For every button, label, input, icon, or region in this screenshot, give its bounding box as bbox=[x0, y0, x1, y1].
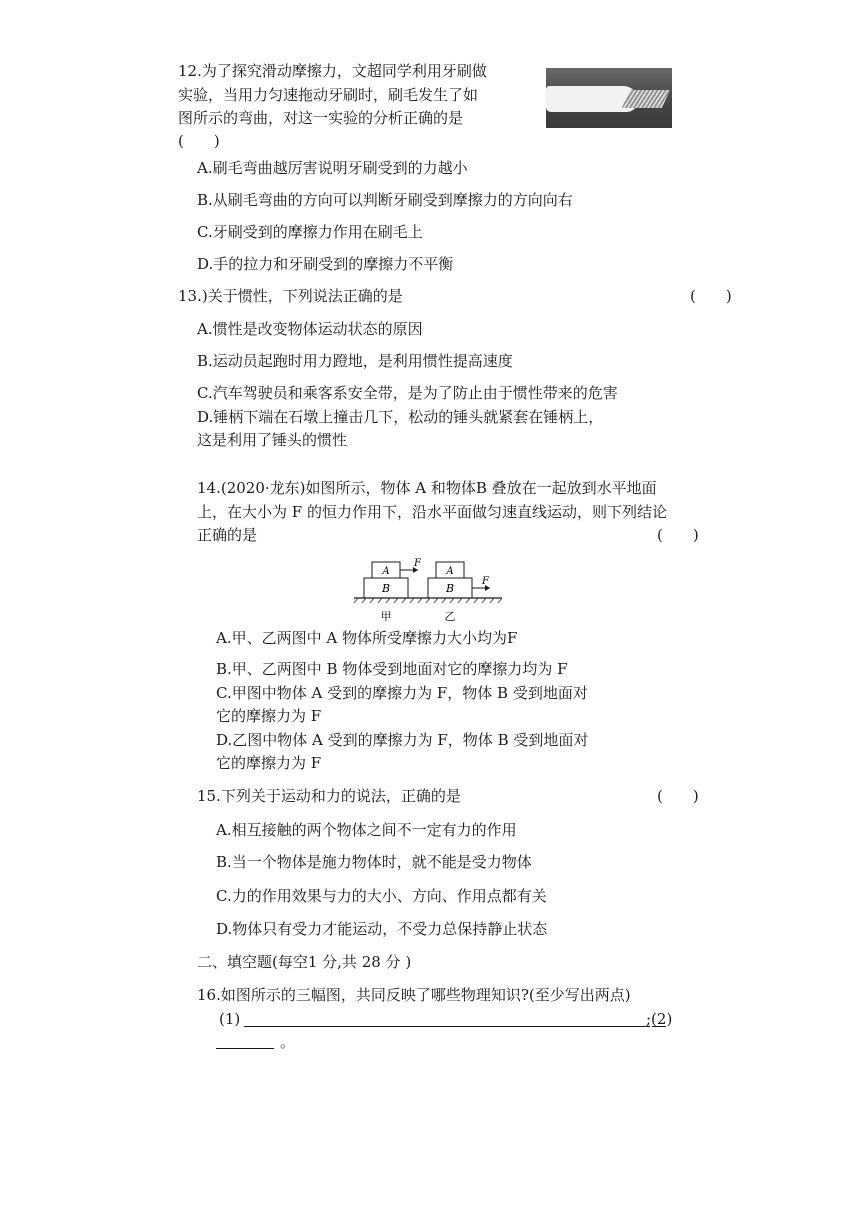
yi-label-f: F bbox=[482, 576, 489, 587]
yi-label-a: A bbox=[446, 566, 454, 577]
ground-hatching bbox=[354, 598, 502, 603]
q14-answer-bracket: ( ) bbox=[657, 526, 699, 544]
q13-option-d-cont: 这是利用了锤头的惯性 bbox=[197, 431, 348, 449]
q15-option-b: B.当一个物体是施力物体时，就不能是受力物体 bbox=[216, 853, 532, 871]
q16-blank-2[interactable] bbox=[216, 1048, 274, 1049]
q12-stem-line-3: 图所示的弯曲，对这一实验的分析正确的是 bbox=[178, 109, 464, 127]
q13-answer-bracket: ( ) bbox=[690, 287, 732, 305]
jia-caption: 甲 bbox=[380, 610, 392, 623]
q12-answer-bracket: ( ) bbox=[178, 132, 220, 150]
hand-shape bbox=[546, 86, 638, 112]
q15-option-a: A.相互接触的两个物体之间不一定有力的作用 bbox=[216, 821, 517, 839]
q13-stem: 13.)关于惯性，下列说法正确的是 bbox=[178, 287, 403, 305]
jia-label-b: B bbox=[381, 582, 391, 595]
q12-option-a: A.刷毛弯曲越厉害说明牙刷受到的力越小 bbox=[197, 159, 468, 177]
q16-stem: 16.如图所示的三幅图，共同反映了哪些物理知识?(至少写出两点) bbox=[197, 986, 631, 1004]
q14-option-a: A.甲、乙两图中 A 物体所受摩擦力大小均为F bbox=[216, 629, 518, 647]
jia-label-a: A bbox=[382, 566, 390, 577]
q14-option-d: D.乙图中物体 A 受到的摩擦力为 F，物体 B 受到地面对 bbox=[216, 731, 589, 749]
q13-option-b: B.运动员起跑时用力蹬地，是利用惯性提高速度 bbox=[197, 352, 513, 370]
q15-option-c: C.力的作用效果与力的大小、方向、作用点都有关 bbox=[216, 887, 547, 905]
q16-end-mark: 。 bbox=[280, 1033, 296, 1051]
q14-stem-line-2: 上，在大小为 F 的恒力作用下，沿水平面做匀速直线运动，则下列结论 bbox=[197, 503, 667, 521]
q14-option-b: B.甲、乙两图中 B 物体受到地面对它的摩擦力均为 F bbox=[216, 660, 568, 678]
jia-label-f: F bbox=[414, 558, 421, 569]
q12-option-d: D.手的拉力和牙刷受到的摩擦力不平衡 bbox=[197, 255, 454, 273]
bristles-shape bbox=[622, 90, 670, 108]
q14-option-c-cont: 它的摩擦力为 F bbox=[216, 707, 322, 725]
q16-blank-2-label: ;(2) bbox=[646, 1010, 673, 1028]
q13-option-d: D.锤柄下端在石墩上撞击几下，松动的锤头就紧套在锤柄上， bbox=[197, 408, 604, 426]
q14-option-c: C.甲图中物体 A 受到的摩擦力为 F，物体 B 受到地面对 bbox=[216, 684, 588, 702]
q12-option-b: B.从刷毛弯曲的方向可以判断牙刷受到摩擦力的方向向右 bbox=[197, 191, 573, 209]
q12-stem-line-2: 实验，当用力匀速拖动牙刷时，刷毛发生了如 bbox=[178, 86, 479, 104]
q15-stem: 15.下列关于运动和力的说法，正确的是 bbox=[197, 787, 461, 805]
q15-option-d: D.物体只有受力才能运动，不受力总保持静止状态 bbox=[216, 920, 548, 938]
q12-stem-line-1: 12.为了探究滑动摩擦力，文超同学利用牙刷做 bbox=[178, 62, 487, 80]
q13-option-a: A.惯性是改变物体运动状态的原因 bbox=[197, 320, 423, 338]
q15-answer-bracket: ( ) bbox=[657, 787, 699, 805]
toothbrush-photo bbox=[546, 68, 672, 128]
q12-option-c: C.牙刷受到的摩擦力作用在刷毛上 bbox=[197, 223, 423, 241]
q14-figure bbox=[350, 556, 510, 628]
q16-blank-1[interactable] bbox=[244, 1026, 650, 1027]
q14-stem-line-1: 14.(2020·龙东)如图所示，物体 A 和物体B 叠放在一起放到水平地面 bbox=[197, 479, 657, 497]
q13-option-c: C.汽车驾驶员和乘客系安全带，是为了防止由于惯性带来的危害 bbox=[197, 384, 618, 402]
q16-blank-2-lead[interactable] bbox=[652, 1026, 666, 1027]
section-two-title: 二、填空题(每空1 分,共 28 分 ) bbox=[197, 953, 412, 971]
yi-caption: 乙 bbox=[444, 610, 456, 623]
q16-blank-1-label: (1) bbox=[219, 1010, 241, 1028]
q14-stem-line-3: 正确的是 bbox=[197, 526, 258, 544]
q14-option-d-cont: 它的摩擦力为 F bbox=[216, 754, 322, 772]
yi-label-b: B bbox=[445, 582, 455, 595]
